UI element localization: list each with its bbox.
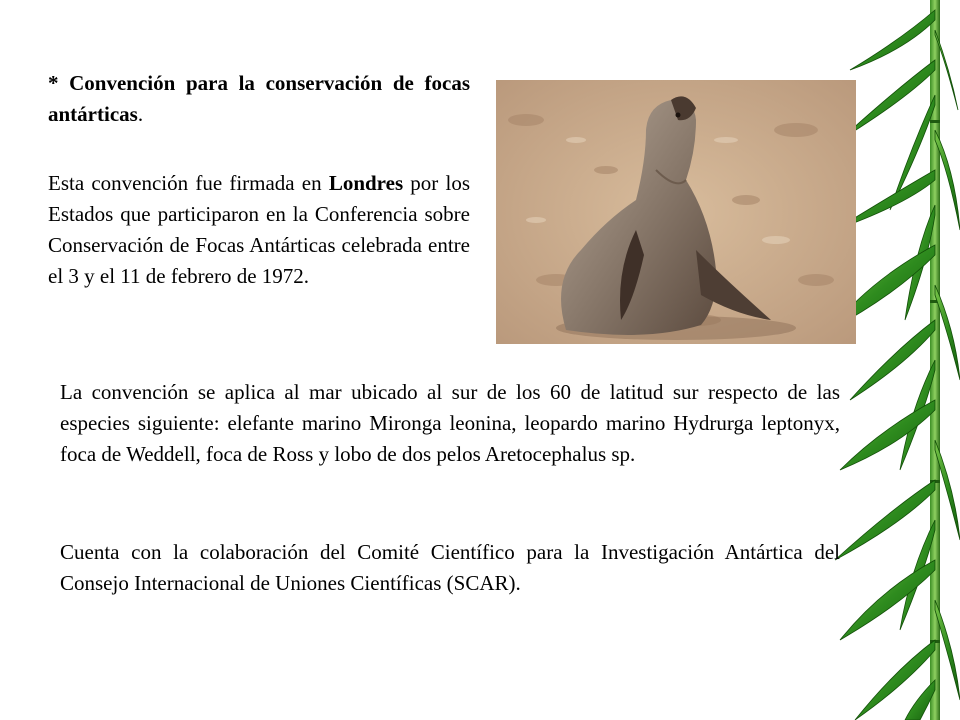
- slide-title: [48, 68, 470, 130]
- intro-before-city: Esta convención fue firmada en: [48, 171, 329, 195]
- collaboration-paragraph: Cuenta con la colaboración del Comité Científico para la Investigación Antártica del Consejo Internacional de Uniones Científicas (SCAR).: [60, 540, 840, 595]
- seal-illustration: [496, 80, 856, 344]
- title-suffix: .: [137, 102, 144, 126]
- scope-paragraph: La convención se aplica al mar ubicado al sur de los 60 de latitud sur respecto de las especies siguiente: elefante marino Mironga leonina, leopardo marino Hydrurga leptonyx, foca de Weddell, foca de Ross y lobo de dos pelos Aretocephalus sp.: [60, 380, 840, 466]
- intro-city: Londres: [328, 171, 404, 195]
- intro-after-city: por los Estados que participaron en la Conferencia sobre Conservación de Focas Antárticas celebrada entre el 3 y el 11 de febrero de 1972.: [48, 171, 470, 288]
- intro-paragraph: [48, 168, 470, 292]
- seal-photo: [496, 80, 856, 344]
- title-prefix: *: [48, 71, 70, 95]
- title-bold-text: Convención para la conservación de focas antárticas: [48, 71, 470, 126]
